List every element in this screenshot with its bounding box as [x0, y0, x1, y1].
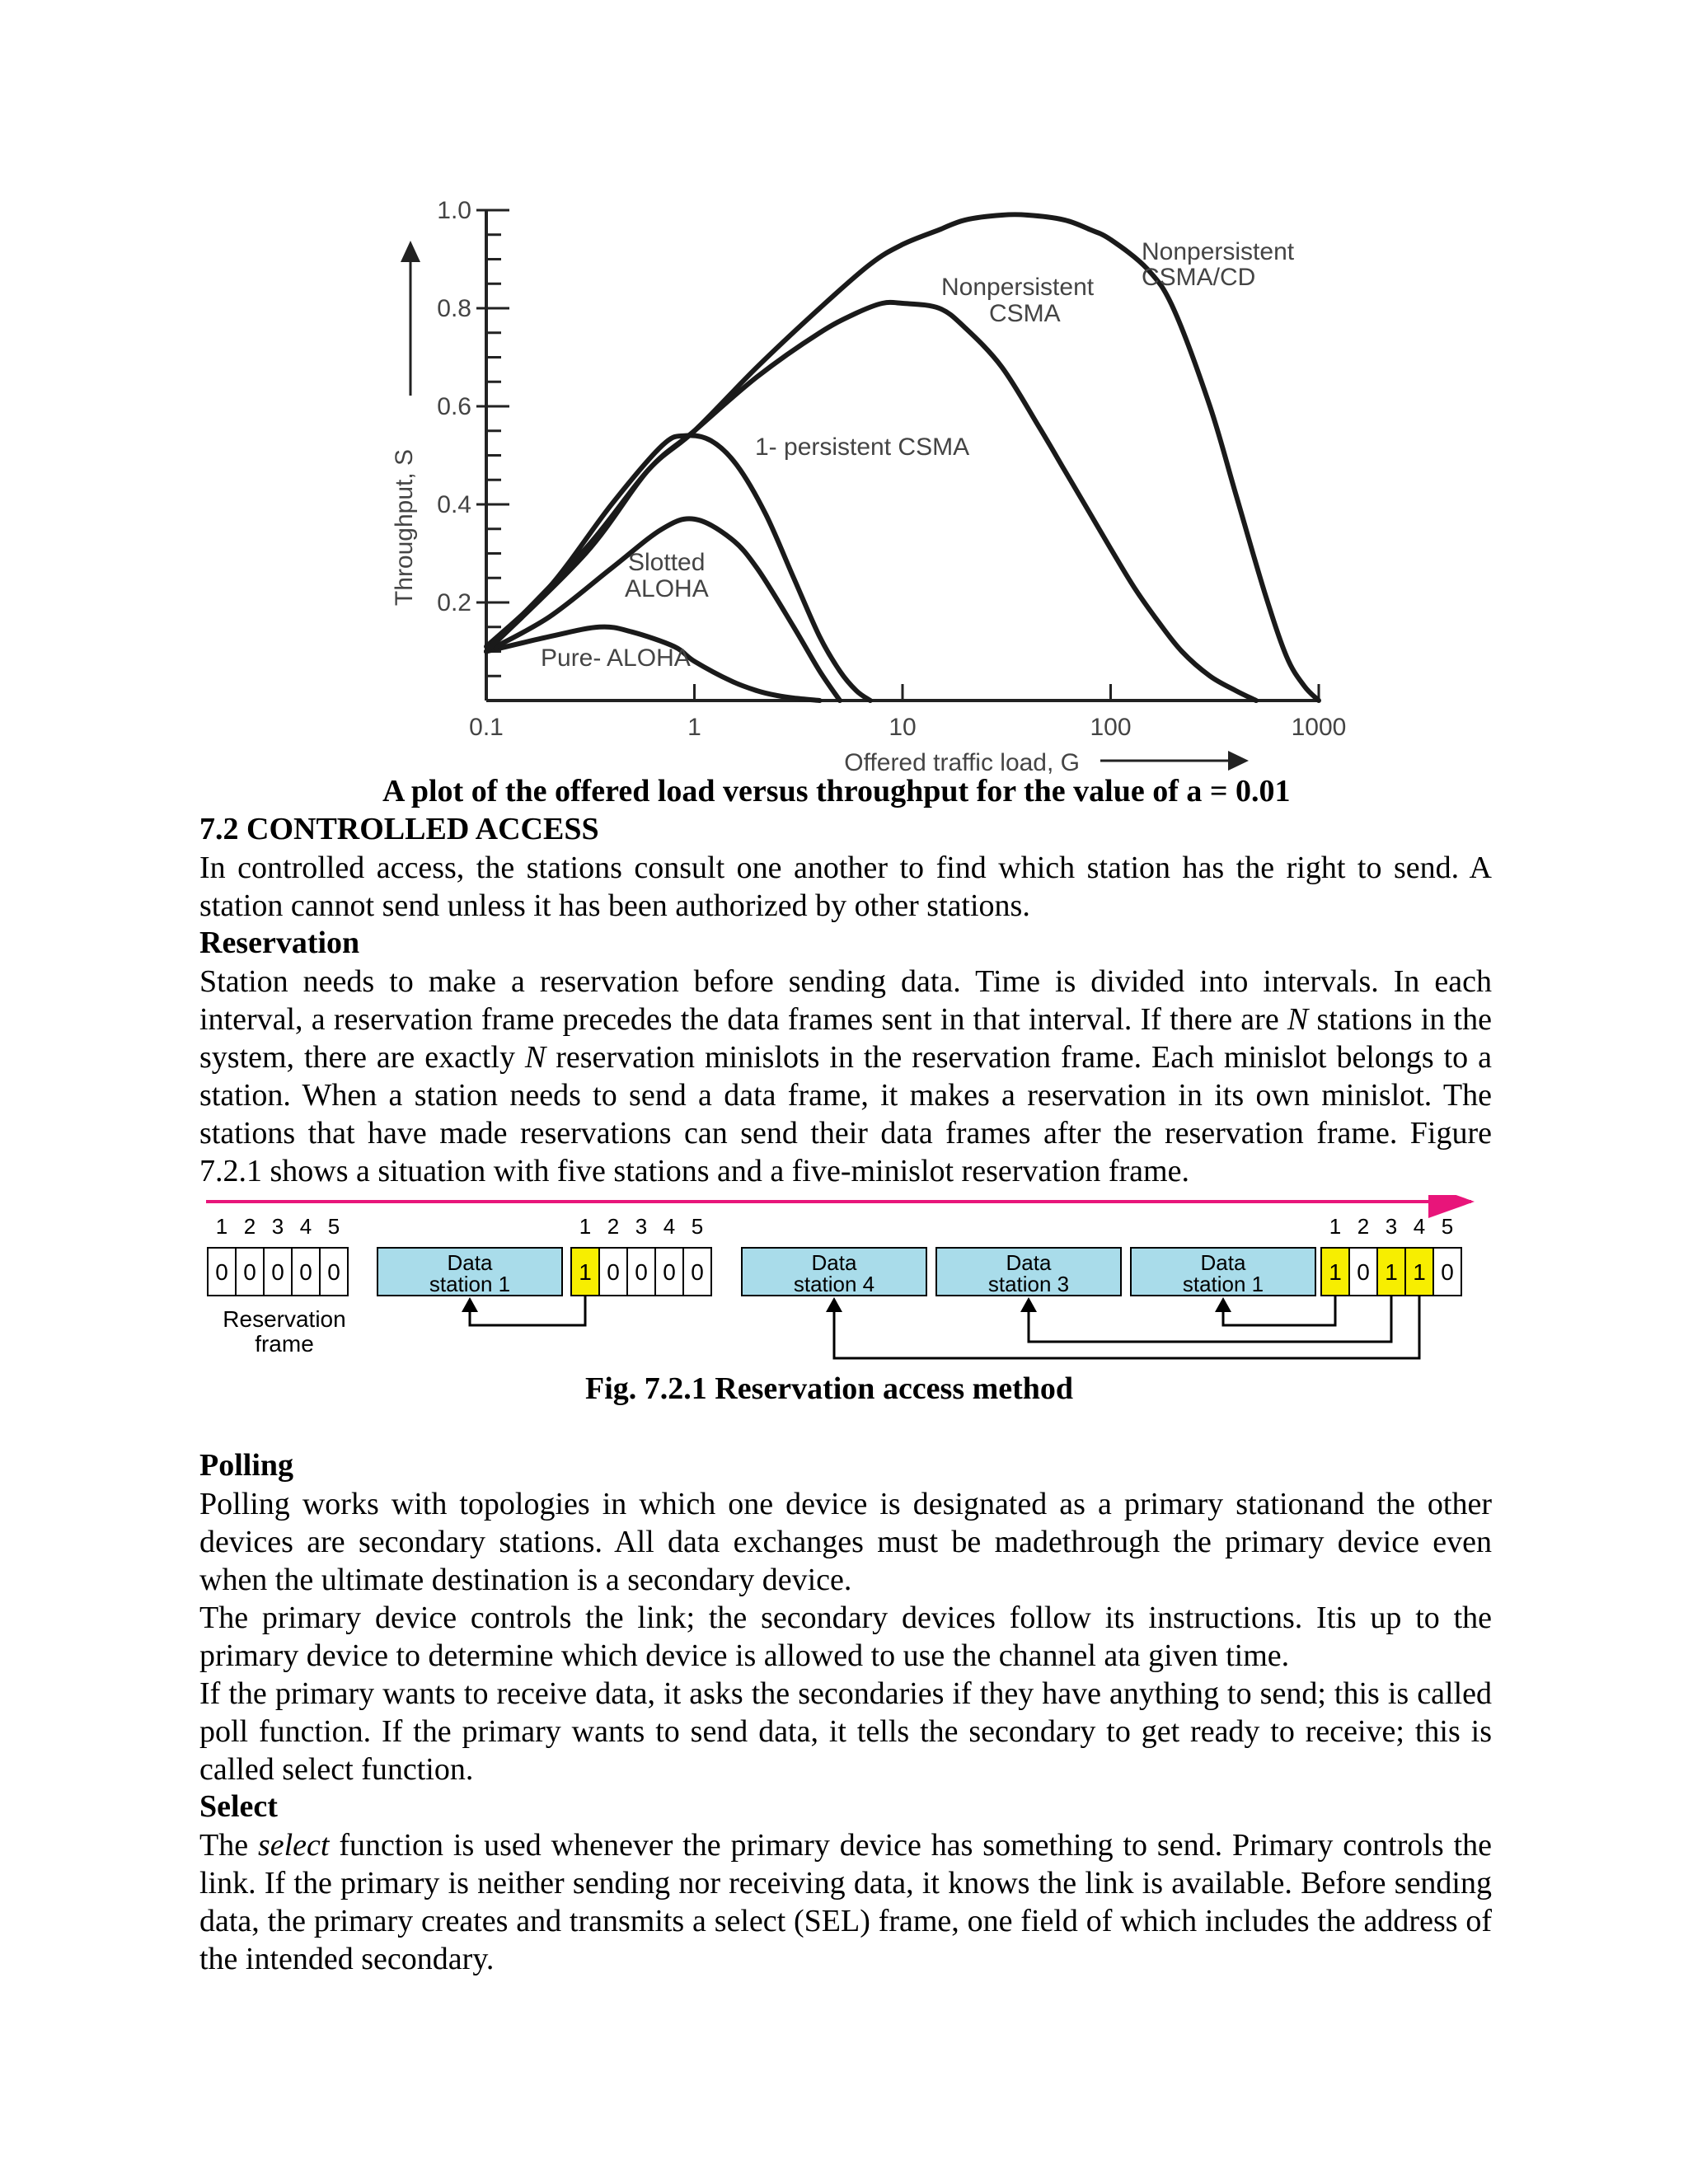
x-tick-label: 100	[1090, 714, 1132, 741]
x-tick-label: 1000	[1291, 714, 1347, 741]
minislot-bit: 1	[1329, 1259, 1342, 1285]
y-tick-label: 0.6	[437, 393, 471, 420]
reservation-paragraph	[199, 963, 1492, 1190]
x-axis-arrow-head	[1228, 751, 1249, 771]
y-tick-label: 0.4	[437, 491, 471, 518]
connector-arrow	[1029, 1296, 1391, 1342]
label-nonpersistent-csma-2: CSMA	[989, 300, 1061, 327]
label-1-persistent-csma: 1- persistent CSMA	[755, 434, 970, 461]
series-line	[486, 302, 1256, 701]
polling-paragraph-1: Polling works with topologies in which one device is designated as a primary stationand the other devices are secondary stations. All data exchanges must be madethrough the primary device even when the ultimate destination is a secondary device.	[199, 1487, 1492, 1597]
slot-num: 1	[579, 1214, 592, 1239]
section-heading: 7.2 CONTROLLED ACCESS	[199, 812, 599, 846]
reservation-text-3: reservation minislots in the reservation frame. Each minislot belongs to a station. When a station needs to send a data frame, it makes a reservation in its own minislot. The stations that have made reservations can send their data frames after the reservation frame. Figure 7.2.1 shows a situation with five stations and a five-minislot reservation frame.	[199, 1040, 1492, 1188]
slot-num: 4	[1413, 1214, 1426, 1239]
data-station-label: station 3	[987, 1272, 1070, 1296]
slot-num: 2	[607, 1214, 620, 1239]
figure-caption: Fig. 7.2.1 Reservation access method	[585, 1371, 1074, 1406]
arrow-head	[1020, 1297, 1037, 1312]
polling-heading: Polling	[199, 1448, 294, 1483]
chart-axes	[401, 210, 1319, 771]
select-paragraph	[199, 1826, 1492, 1978]
label-nonpersistent-csma-cd: Nonpersistent	[1142, 238, 1295, 265]
minislot-bit: 1	[1413, 1259, 1426, 1285]
label-pure-aloha: Pure- ALOHA	[541, 644, 691, 672]
minislot-bit: 0	[327, 1259, 340, 1285]
data-frame-station-4	[742, 1248, 926, 1296]
data-frame-station-1b	[1131, 1248, 1315, 1296]
minislot-bit: 0	[243, 1259, 256, 1285]
minislot-bit: 0	[215, 1259, 228, 1285]
slot-num: 3	[1385, 1214, 1398, 1239]
reservation-n1: N	[1287, 1002, 1309, 1037]
minislot-bit: 0	[635, 1259, 648, 1285]
minislot-bit: 0	[271, 1259, 284, 1285]
y-axis-arrow-head	[401, 241, 420, 262]
slot-num: 4	[663, 1214, 676, 1239]
y-tick-label: 1.0	[437, 197, 471, 224]
reservation-frame-label-2: frame	[255, 1331, 314, 1357]
minislot-bit: 0	[663, 1259, 676, 1285]
label-nonpersistent-csma-cd-2: CSMA/CD	[1142, 264, 1256, 291]
chart-text	[391, 197, 1346, 776]
connector-arrow	[470, 1296, 585, 1325]
y-tick-label: 0.8	[437, 295, 471, 322]
data-label: Data	[1006, 1250, 1052, 1275]
label-slotted-aloha-2: ALOHA	[625, 575, 709, 602]
y-tick-label: 0.2	[437, 589, 471, 616]
slot-num: 3	[635, 1214, 648, 1239]
x-tick-label: 10	[889, 714, 917, 741]
select-text-1: The	[199, 1828, 258, 1863]
slot-num: 5	[1441, 1214, 1454, 1239]
connector-arrow	[834, 1296, 1419, 1358]
reservation-heading: Reservation	[199, 926, 360, 960]
x-tick-label: 1	[687, 714, 701, 741]
y-axis-label: Throughput, S	[391, 448, 418, 607]
arrow-head	[1215, 1297, 1231, 1312]
connector-arrow	[1223, 1296, 1335, 1325]
polling-paragraph-2: The primary device controls the link; the secondary devices follow its instructions. Itis up to the primary device to determine which device is allowed to use the channel ata given time.	[199, 1601, 1492, 1673]
slot-num: 1	[1329, 1214, 1342, 1239]
label-nonpersistent-csma: Nonpersistent	[941, 274, 1095, 301]
polling-paragraph-3: If the primary wants to receive data, it asks the secondaries if they have anything to send; this is called poll function. If the primary wants to send data, it tells the secondary to get ready to receive; this is called select function.	[199, 1676, 1492, 1787]
reservation-frame-label: Reservation	[223, 1306, 346, 1332]
select-text-2: function is used whenever the primary device has something to send. Primary controls the link. If the primary is neither sending nor receiving data, it knows the link is available. Before sending data, the primary creates and transmits a select (SEL) frame, one field of which includes the address of the intended secondary.	[199, 1828, 1493, 1976]
section-paragraph: In controlled access, the stations consult one another to find which station has the right to send. A station cannot send unless it has been authorized by other stations.	[199, 851, 1492, 923]
reservation-text-1: Station needs to make a reservation before sending data. Time is divided into intervals. In each interval, a reservation frame precedes the data frames sent in that interval. If there are	[199, 964, 1492, 1037]
minislot-bit: 0	[607, 1259, 620, 1285]
slot-num: 4	[299, 1214, 312, 1239]
reservation-text-2: stations in the system, there are exactly	[199, 1002, 1492, 1075]
data-label: Data	[1200, 1250, 1246, 1275]
slot-num: 3	[271, 1214, 284, 1239]
slot-num: 1	[215, 1214, 228, 1239]
x-axis-label: Offered traffic load, G	[844, 749, 1080, 776]
data-station-label: station 1	[1182, 1272, 1264, 1296]
minislot-bit: 1	[1385, 1259, 1398, 1285]
reservation-frame-1	[208, 1248, 348, 1296]
slot-num: 5	[691, 1214, 704, 1239]
throughput-chart	[379, 190, 1352, 783]
arrow-head	[462, 1297, 478, 1312]
reservation-figure	[198, 1195, 1484, 1376]
minislot-bit: 0	[1357, 1259, 1370, 1285]
arrow-head	[826, 1297, 842, 1312]
minislot-bit: 0	[691, 1259, 704, 1285]
minislot-bit: 0	[299, 1259, 312, 1285]
label-slotted-aloha: Slotted	[628, 549, 706, 576]
data-frame-station-3	[936, 1248, 1121, 1296]
data-station-label: station 4	[793, 1272, 875, 1296]
minislot-bit: 1	[579, 1259, 592, 1285]
minislot-bit: 0	[1441, 1259, 1454, 1285]
reservation-n2: N	[524, 1040, 546, 1075]
data-station-label: station 1	[429, 1272, 511, 1296]
plot-caption: A plot of the offered load versus throughput for the value of a = 0.01	[382, 774, 1291, 808]
reservation-frame-3	[1321, 1248, 1461, 1296]
data-frame-station-1	[377, 1248, 562, 1296]
slot-num: 5	[327, 1214, 340, 1239]
select-em: select	[257, 1828, 330, 1863]
slot-num: 2	[243, 1214, 256, 1239]
select-heading: Select	[199, 1789, 278, 1824]
slot-num: 2	[1357, 1214, 1370, 1239]
x-tick-label: 0.1	[469, 714, 504, 741]
data-label: Data	[811, 1250, 857, 1275]
reservation-frame-2	[571, 1248, 711, 1296]
data-label: Data	[447, 1250, 493, 1275]
series-line	[486, 518, 840, 701]
